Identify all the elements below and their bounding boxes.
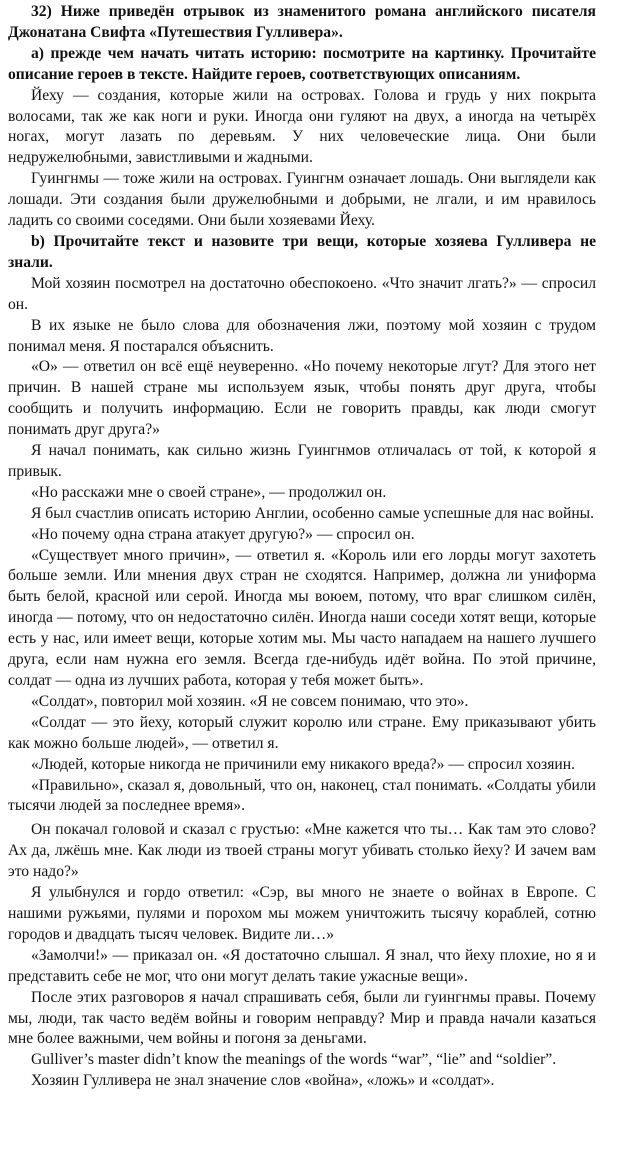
exercise-header: 32) Ниже приведён отрывок из знаменитого романа английского писателя Джонатана Свифта «Путешествия Гулливера». <box>8 3 596 41</box>
yahoo-description: Йеху — создания, которые жили на островах. Голова и грудь у них покрыта волосами, так же как ноги и руки. Иногда они гуляют на двух, а иногда на четырёх ногах, могут лазать по деревьям. У них человеческие лица. Они были недружелюбными, завистливыми и жадными. <box>8 86 596 167</box>
story-paragraph: «Солдат — это йеху, который служит королю или стране. Ему приказывают убить как можно больше людей», — ответил я. <box>8 713 596 752</box>
story-paragraph: В их языке не было слова для обозначения лжи, поэтому мой хозяин с трудом понимал меня. Я постарался объяснить. <box>8 316 596 355</box>
story-paragraph: Я улыбнулся и гордо ответил: «Сэр, вы много не знаете о войнах в Европе. С нашими ружьями, пулями и порохом мы можем уничтожить тысячу кораблей, сотню городов и двадцать тысяч человек. Видите ли…» <box>8 884 596 943</box>
story-paragraph: «Правильно», сказал я, довольный, что он, наконец, стал понимать. «Солдаты убили тысячи людей за последнее время». <box>8 776 596 815</box>
story-paragraph: «Солдат», повторил мой хозяин. «Я не совсем понимаю, что это». <box>31 692 469 710</box>
story-paragraph: Он покачал головой и сказал с грустью: «Мне кажется что ты… Как там это слово? Ах да, лжёшь мне. Как люди из твоей страны могут убивать столько йеху? И зачем вам это надо?» <box>8 821 596 881</box>
story-paragraph: «Людей, которые никогда не причинили ему никакого вреда?» — спросил хозяин. <box>31 755 575 773</box>
story-paragraph: «Существует много причин», — ответил я. «Король или его лорды могут захотеть больше земли. Или мнения двух стран не сходятся. Например, должна ли униформа быть белой, красной или серой. Иногда мы воюем, потому, что враг слишком силён, иногда — потому, что он недостаточно силён. Иногда наши соседи хотят вещи, которые есть у нас, или имеет вещи, которые хотим мы. Мы часто нападаем на нашего лучшего друга, если нам нужна его земля. Всегда где-нибудь идёт война. По этой причине, солдат — одна из лучших работа, которая у тебя может быть». <box>8 546 596 689</box>
english-summary: Gulliver’s master didn’t know the meanings of the words “war”, “lie” and “soldier”. <box>31 1051 557 1069</box>
houyhnhnm-description: Гуингнмы — тоже жили на островах. Гуингнм означает лошадь. Они выглядели как лошади. Эти создания были дружелюбными и добрыми, не лгали, и им нравилось ладить со своими соседями. Они были хозяевами Йеху. <box>8 170 596 230</box>
task-a-instruction: a) прежде чем начать читать историю: посмотрите на картинку. Прочитайте описание героев в тексте. Найдите героев, соответствующих описаниям. <box>8 44 596 83</box>
story-paragraph: «Но расскажи мне о своей стране», — продолжил он. <box>31 483 387 501</box>
story-paragraph: «О» — ответил он всё ещё неуверенно. «Но почему некоторые лгут? Для этого нет причин. В нашей стране мы используем язык, чтобы понять друг друга, чтобы сообщить и получить информацию. Если не говорить правды, как люди смогут понимать друг друга?» <box>8 358 596 439</box>
story-paragraph: Мой хозяин посмотрел на достаточно обеспокоено. «Что значит лгать?» — спросил он. <box>8 274 596 313</box>
russian-summary: Хозяин Гулливера не знал значение слов «война», «ложь» и «солдат». <box>31 1072 495 1090</box>
story-paragraph: После этих разговоров я начал спрашивать себя, были ли гуингнмы правы. Почему мы, люди, так часто ведём войны и говорим неправду? Мир и правда начали казаться мне более важными, чем войны и погоня за деньгами. <box>8 988 596 1048</box>
story-paragraph: Я был счастлив описать историю Англии, особенно самые успешные для нас войны. <box>31 504 595 522</box>
story-paragraph: «Но почему одна страна атакует другую?» — спросил он. <box>31 525 415 543</box>
task-b-instruction: b) Прочитайте текст и назовите три вещи, которые хозяева Гулливера не знали. <box>8 232 596 271</box>
document-page <box>8 2 596 1092</box>
story-paragraph: Я начал понимать, как сильно жизнь Гуингнмов отличалась от той, к которой я привык. <box>8 442 596 480</box>
story-paragraph: «Замолчи!» — приказал он. «Я достаточно слышал. Я знал, что йеху плохие, но я и представить себе не мог, что они могут делать такие ужасные вещи». <box>8 946 596 985</box>
